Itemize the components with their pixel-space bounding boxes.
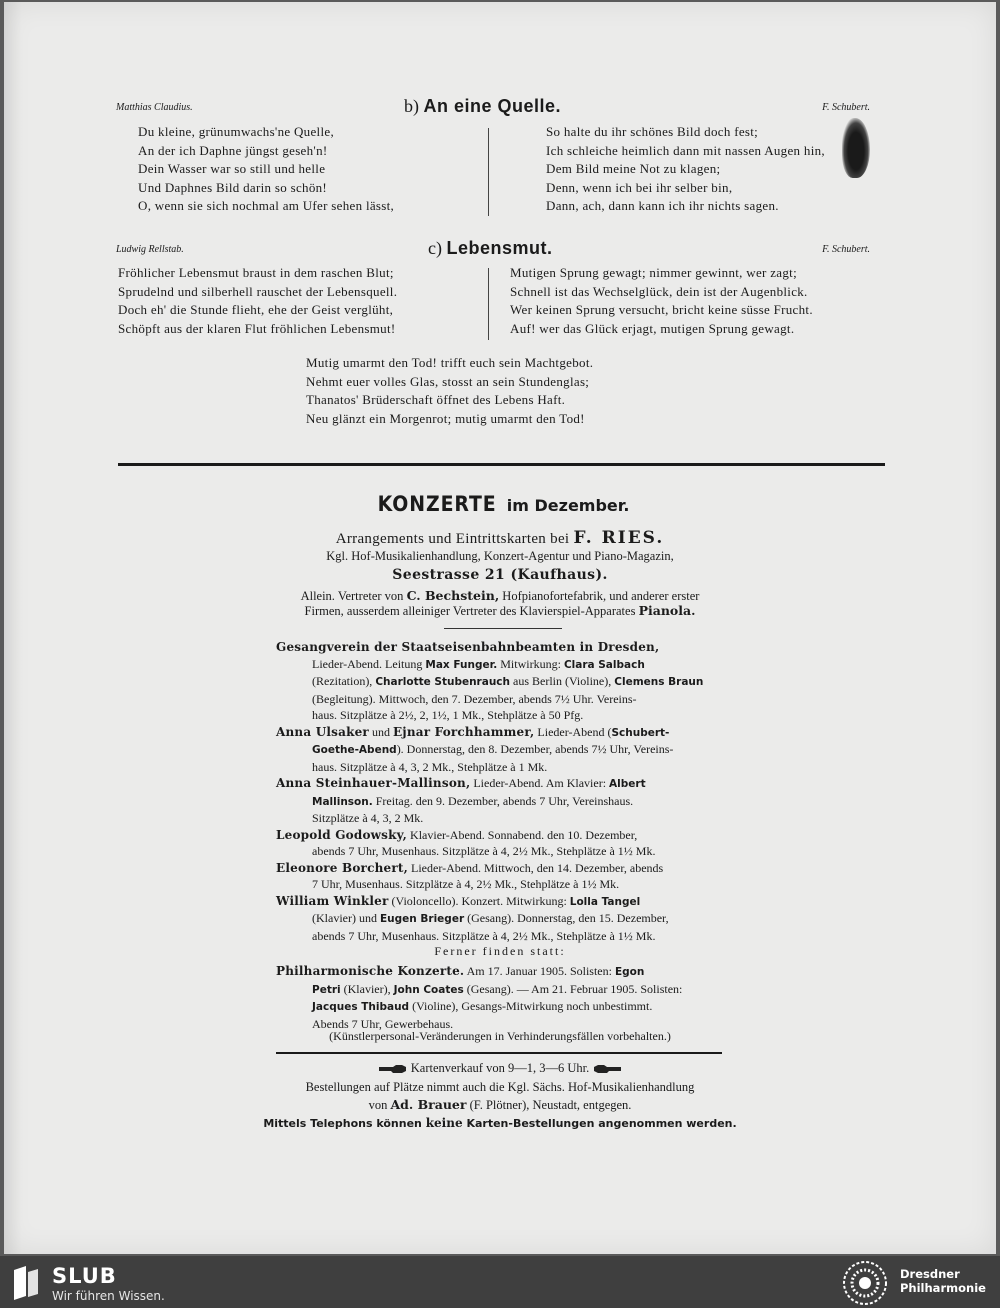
agency-description: Kgl. Hof-Musikalienhandlung, Konzert-Agentur und Piano-Magazin,	[326, 549, 674, 563]
text: ). Donnerstag, den 8. Dezember, abends 7½ Uhr, Vereins-	[396, 742, 674, 756]
poem-b-composer: F. Schubert.	[822, 102, 870, 113]
verse-line: An der ich Daphne jüngst geseh'n!	[138, 142, 328, 158]
text: Karten-Bestellungen angenommen werden.	[466, 1117, 737, 1130]
verse-line: Doch eh' die Stunde flieht, ehe der Geist verglüht,	[118, 302, 394, 317]
performer: Max Funger.	[425, 658, 498, 671]
text: (Gesang). — Am 21. Februar 1905. Solisten:	[463, 981, 683, 996]
verse-line: Schnell ist das Wechselglück, dein ist der Augenblick.	[510, 283, 808, 299]
event-details: haus. Sitzplätze à 4, 3, 2 Mk., Stehplätze à 1 Mk.	[312, 759, 548, 774]
verse-line: So halte du ihr schönes Bild doch fest;	[546, 124, 759, 139]
text: Klavier-Abend. Sonnabend. den 10. Dezember,	[407, 827, 638, 842]
text: Lieder-Abend. Am Klavier:	[470, 776, 610, 790]
poem-c-title-text: Lebensmut.	[446, 238, 553, 258]
sales-hours-text: Kartenverkauf von 9—1, 3—6 Uhr.	[410, 1061, 590, 1075]
text: (Klavier) und	[312, 911, 380, 925]
program: Schubert-	[611, 726, 670, 739]
poem-c-label: c)	[428, 238, 442, 258]
telephone-notice	[4, 1116, 996, 1130]
text: Am 17. Januar 1905. Solisten:	[464, 964, 615, 978]
philharmonic-entry	[276, 963, 722, 1032]
disclaimer: (Künstlerpersonal-Veränderungen in Verhinderungsfällen vorbehalten.)	[329, 1029, 671, 1043]
performer: Eugen Brieger	[379, 913, 465, 925]
event-details	[276, 656, 722, 674]
event-details	[276, 741, 722, 759]
text: aus Berlin (Violine),	[510, 674, 615, 688]
concert-entry	[276, 893, 722, 945]
poem-b-poet: Matthias Claudius.	[116, 102, 193, 113]
poem-b-left-stanza	[138, 123, 394, 216]
poem-c-title	[428, 238, 553, 259]
event-details: Sitzplätze à 4, 3, 2 Mk.	[312, 811, 424, 825]
event-name: Leopold Godowsky,	[276, 827, 408, 842]
performer: Mallinson.	[312, 795, 373, 808]
bechstein-name: C. Bechstein,	[406, 588, 500, 603]
pointing-hand-right-icon	[378, 1064, 408, 1074]
concert-list	[276, 639, 722, 944]
event-name: Gesangverein der Staatseisenbahnbeamten in Dresden,	[276, 640, 660, 654]
sales-orders: Bestellungen auf Plätze nimmt auch die Kgl. Sächs. Hof-Musikalienhandlung	[305, 1080, 695, 1094]
event-details: abends 7 Uhr, Musenhaus. Sitzplätze à 4, 2½ Mk., Stehplätze à 1½ Mk.	[312, 844, 656, 858]
performer: Clemens Braun	[614, 676, 704, 688]
text: Firmen, ausserdem alleiniger Vertreter des Klavierspiel-Apparates	[304, 604, 636, 618]
text: Lieder-Abend. Mittwoch, den 14. Dezember, abends	[408, 860, 664, 875]
verse-line: Mutigen Sprung gewagt; nimmer gewinnt, wer zagt;	[510, 265, 797, 280]
verse-line: Auf! wer das Glück erjagt, mutigen Sprung gewagt.	[510, 320, 795, 336]
text: von	[368, 1098, 388, 1112]
event-details: abends 7 Uhr, Musenhaus. Sitzplätze à 4, 2½ Mk., Stehplätze à 1½ Mk.	[312, 928, 656, 943]
agency-name: F. RIES.	[573, 528, 665, 548]
text: (Rezitation),	[312, 674, 376, 688]
event-details	[276, 673, 722, 691]
verse-line: Fröhlicher Lebensmut braust in dem raschen Blut;	[118, 265, 394, 280]
verse-line: Schöpft aus der klaren Flut fröhlichen Lebensmut!	[118, 320, 396, 336]
verse-line: Du kleine, grünumwachs'ne Quelle,	[138, 124, 334, 139]
text: Mittels Telephons können	[263, 1117, 422, 1130]
concert-entry	[276, 775, 722, 827]
poem-c-left-stanza	[118, 264, 397, 338]
verse-line: Dem Bild meine Not zu klagen;	[546, 161, 721, 176]
performer: John Coates	[393, 983, 464, 996]
event-details: haus. Sitzplätze à 2½, 2, 1½, 1 Mk., Stehplätze à 50 Pfg.	[312, 708, 584, 722]
poem-b-title	[404, 96, 561, 117]
verse-line: Mutig umarmt den Tod! trifft euch sein Machtgebot.	[306, 355, 594, 370]
text: (Klavier),	[340, 981, 394, 996]
event-name: Ejnar Forchhammer,	[392, 724, 535, 739]
event-name: Anna Ulsaker	[276, 724, 369, 739]
performer: Egon	[614, 966, 645, 978]
poem-c-right-stanza	[510, 264, 813, 338]
poem-b-right-stanza	[546, 123, 825, 216]
event-name: Anna Steinhauer-Mallinson,	[276, 776, 471, 790]
short-divider	[444, 628, 562, 629]
agency-address: Seestrasse 21 (Kaufhaus).	[392, 567, 608, 583]
document-page	[4, 2, 996, 1254]
concerts-heading	[4, 492, 996, 516]
shop-name: Ad. Brauer	[390, 1097, 467, 1112]
section-rule	[118, 463, 885, 466]
text: (Gesang). Donnerstag, den 15. Dezember,	[464, 911, 669, 925]
text: Hofpianofortefabrik, und anderer erster	[502, 589, 700, 603]
concert-entry	[276, 724, 722, 776]
text: (F. Plötner), Neustadt, entgegen.	[469, 1098, 632, 1112]
text: Allein. Vertreter von	[300, 589, 404, 603]
concert-entry	[276, 827, 722, 860]
text: Freitag. den 9. Dezember, abends 7 Uhr, Vereinshaus.	[372, 793, 634, 808]
concert-entry	[276, 963, 722, 1032]
partner-name-line1: Dresdner	[900, 1267, 960, 1281]
performer: Albert	[609, 778, 646, 790]
verse-line: Dann, ach, dann kann ich ihr nichts sagen.	[546, 198, 779, 213]
column-divider	[488, 268, 489, 340]
poem-c-composer: F. Schubert.	[822, 244, 870, 255]
pointing-hand-left-icon	[592, 1064, 622, 1074]
ticket-agency-line	[4, 528, 996, 548]
verse-line: Ich schleiche heimlich dann mit nassen Augen hin,	[546, 142, 825, 158]
text: (Violine), Gesangs-Mitwirkung noch unbestimmt.	[409, 999, 653, 1013]
verse-line: O, wenn sie sich nochmal am Ufer sehen lässt,	[138, 198, 395, 213]
event-name: William Winkler	[276, 893, 389, 908]
text: Lieder-Abend (	[534, 724, 612, 739]
sales-orders-address	[4, 1097, 996, 1113]
footer-bar	[0, 1256, 1000, 1308]
performer: Petri	[312, 983, 341, 996]
library-tagline: Wir führen Wissen.	[52, 1289, 165, 1303]
event-details: Abends 7 Uhr, Gewerbehaus.	[312, 1016, 454, 1031]
performer: Lolla Tangel	[569, 895, 641, 908]
verse-line: Und Daphnes Bild darin so schön!	[138, 179, 328, 195]
ticket-agency-text: Arrangements und Eintrittskarten bei	[335, 531, 570, 547]
concert-entry	[276, 860, 722, 893]
verse-line: Wer keinen Sprung versucht, bricht keine süsse Frucht.	[510, 302, 813, 317]
event-details: (Begleitung). Mittwoch, den 7. Dezember, abends 7½ Uhr. Vereins-	[312, 691, 637, 706]
agency-pianola-line	[4, 603, 996, 619]
poem-b-label: b)	[404, 96, 419, 116]
event-details	[276, 981, 722, 999]
slub-logo-icon[interactable]	[12, 1266, 40, 1300]
verse-line: Nehmt euer volles Glas, stosst an sein Stundenglas;	[306, 373, 590, 389]
event-details: 7 Uhr, Musenhaus. Sitzplätze à 4, 2½ Mk., Stehplätze à 1½ Mk.	[312, 877, 620, 891]
verse-line: Denn, wenn ich bei ihr selber bin,	[546, 179, 733, 195]
program: Goethe-Abend	[312, 744, 397, 756]
sales-hours	[4, 1061, 996, 1076]
verse-line: Sprudelnd und silberhell rauschet der Lebensquell.	[118, 283, 398, 299]
emphasis: keine	[425, 1116, 463, 1130]
text: Mitwirkung:	[497, 656, 564, 671]
event-details	[276, 910, 722, 928]
further-events-heading: Ferner finden statt:	[434, 944, 566, 958]
poem-c-final-stanza	[306, 354, 593, 428]
section-rule	[276, 1052, 722, 1054]
poem-c-poet: Ludwig Rellstab.	[116, 244, 184, 255]
agency-representation	[4, 588, 996, 604]
performer: Clara Salbach	[563, 658, 645, 671]
text: und	[368, 724, 393, 739]
concerts-heading-main: KONZERTE	[377, 492, 497, 516]
event-name: Philharmonische Konzerte.	[276, 964, 465, 978]
event-name: Eleonore Borchert,	[276, 860, 408, 875]
performer: Charlotte Stubenrauch	[375, 676, 510, 688]
event-details	[276, 793, 722, 811]
partner-name[interactable]	[900, 1267, 986, 1295]
text: (Violoncello). Konzert. Mitwirkung:	[388, 893, 570, 908]
performer: Jacques Thibaud	[312, 1001, 410, 1013]
concerts-heading-sub: im Dezember.	[506, 496, 630, 515]
library-name[interactable]: SLUB	[52, 1264, 117, 1288]
concert-entry	[276, 639, 722, 724]
column-divider	[488, 128, 489, 216]
philharmonie-logo-icon[interactable]	[842, 1260, 888, 1306]
poem-b-title-text: An eine Quelle.	[423, 96, 562, 116]
pianola-name: Pianola.	[638, 603, 696, 618]
text: Lieder-Abend. Leitung	[312, 656, 426, 671]
verse-line: Dein Wasser war so still und helle	[138, 161, 326, 176]
verse-line: Thanatos' Brüderschaft öffnet des Lebens Haft.	[306, 392, 566, 407]
event-details	[276, 998, 722, 1016]
verse-line: Neu glänzt ein Morgenrot; mutig umarmt den Tod!	[306, 410, 585, 426]
ink-stain	[842, 118, 870, 178]
partner-name-line2: Philharmonie	[900, 1281, 986, 1295]
